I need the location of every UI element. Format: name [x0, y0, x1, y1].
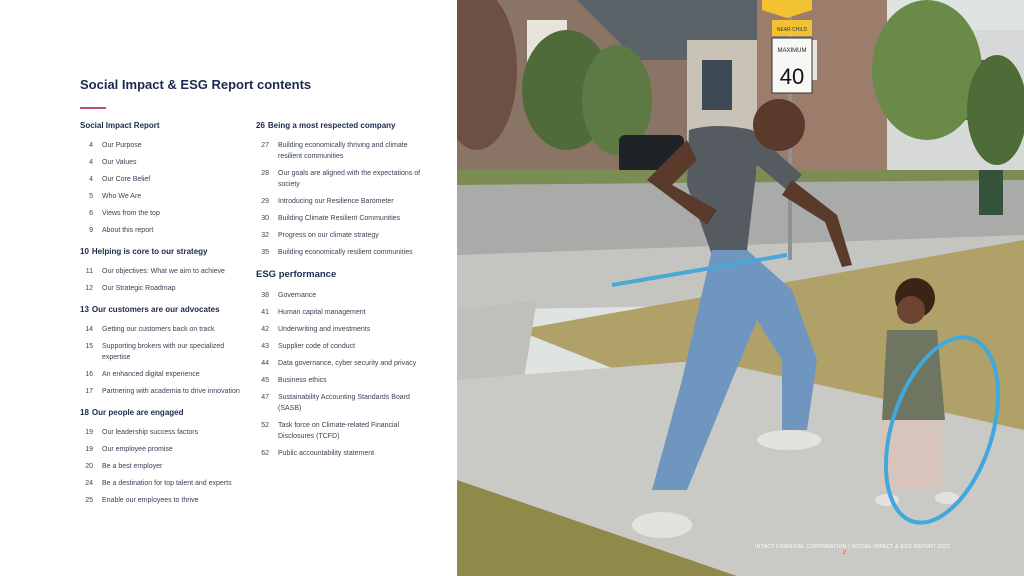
- section-heading[interactable]: 18 Our people are engaged: [80, 408, 184, 417]
- contents-column-2: [256, 122, 426, 465]
- entry-title: Enable our employees to thrive: [102, 497, 199, 504]
- contents-entry[interactable]: [256, 307, 426, 318]
- page-number: 2: [843, 550, 847, 556]
- contents-entry[interactable]: [256, 247, 426, 258]
- contents-entry[interactable]: [256, 375, 426, 386]
- contents-entry[interactable]: [80, 225, 245, 236]
- entry-page-number: 9: [89, 227, 93, 234]
- contents-entry[interactable]: [256, 213, 426, 224]
- entry-title: Our Strategic Roadmap: [102, 285, 176, 292]
- contents-entry[interactable]: [256, 358, 426, 369]
- page-title: Social Impact & ESG Report contents: [80, 77, 312, 92]
- entry-page-number: 45: [261, 376, 269, 384]
- entry-page-number: 12: [85, 285, 93, 292]
- entry-title: Public accountability statement: [278, 449, 375, 457]
- entry-page-number: 4: [89, 176, 93, 183]
- entry-title: Our objectives: What we aim to achieve: [102, 268, 225, 275]
- entry-page-number: 44: [261, 359, 269, 367]
- footer-report: SOCIAL IMPACT & ESG REPORT 2022: [851, 544, 951, 550]
- contents-entry[interactable]: [80, 191, 245, 202]
- sign-max-text: MAXIMUM: [777, 48, 807, 54]
- contents-entry[interactable]: [80, 461, 245, 472]
- entry-page-number: 38: [261, 291, 269, 299]
- entry-title: An enhanced digital experience: [102, 371, 200, 378]
- entry-page-number: 17: [85, 388, 93, 395]
- contents-entry[interactable]: [80, 386, 245, 397]
- section-heading[interactable]: 26 Being a most respected company: [256, 121, 396, 130]
- entry-title: Partnering with academia to drive innovation: [102, 388, 240, 395]
- contents-entry[interactable]: [80, 341, 245, 363]
- entry-title: Supporting brokers with our specialized expertise: [102, 343, 225, 361]
- contents-entry[interactable]: [256, 341, 426, 352]
- contents-entry[interactable]: [80, 495, 245, 506]
- entry-title: Building economically resilient communities: [278, 249, 413, 256]
- entry-page-number: 5: [89, 193, 93, 200]
- entry-title: Our Core Belief: [102, 176, 151, 183]
- entry-page-number: 35: [261, 249, 269, 256]
- entry-title: Data governance, cyber security and privacy: [278, 359, 417, 367]
- contents-column-1: [80, 122, 245, 512]
- entry-title: Building Climate Resilient Communities: [278, 215, 401, 222]
- contents-entry[interactable]: [80, 444, 245, 455]
- entry-page-number: 19: [85, 446, 93, 453]
- entry-page-number: 20: [85, 463, 93, 470]
- entry-title: Getting our customers back on track: [102, 326, 215, 333]
- entry-page-number: 41: [261, 308, 269, 316]
- title-underline: [80, 107, 106, 109]
- entry-page-number: 47: [261, 393, 269, 401]
- entry-page-number: 4: [89, 142, 93, 149]
- entry-title: Business ethics: [278, 376, 327, 384]
- entry-title: Be a destination for top talent and experts: [102, 480, 232, 487]
- contents-entry[interactable]: [80, 478, 245, 489]
- entry-page-number: 43: [261, 342, 269, 350]
- entry-title: Who We Are: [102, 193, 142, 200]
- contents-entry[interactable]: [256, 140, 426, 162]
- entry-page-number: 32: [261, 232, 269, 239]
- entry-title: Our goals are aligned with the expectations of society: [278, 170, 421, 188]
- contents-entry[interactable]: [256, 392, 426, 414]
- entry-title: Underwriting and investments: [278, 325, 371, 333]
- entry-page-number: 16: [85, 371, 93, 378]
- entry-page-number: 14: [85, 326, 93, 333]
- contents-entry[interactable]: [256, 230, 426, 241]
- entry-page-number: 4: [89, 159, 93, 166]
- contents-entry[interactable]: [80, 157, 245, 168]
- entry-title: Our leadership success factors: [102, 429, 199, 436]
- entry-title: Be a best employer: [102, 463, 163, 470]
- contents-entry[interactable]: [80, 208, 245, 219]
- contents-entry[interactable]: [80, 174, 245, 185]
- contents-panel: [0, 0, 457, 576]
- entry-page-number: 29: [261, 198, 269, 205]
- contents-entry[interactable]: [80, 140, 245, 151]
- contents-entry[interactable]: [80, 324, 245, 335]
- entry-title: Supplier code of conduct: [278, 342, 356, 350]
- contents-entry[interactable]: [80, 427, 245, 438]
- section-heading[interactable]: 10 Helping is core to our strategy: [80, 247, 208, 256]
- footer-org: INTACT FINANCIAL CORPORATION: [755, 544, 847, 550]
- contents-entry[interactable]: [256, 420, 426, 442]
- entry-title: Sustainability Accounting Standards Board (SASB): [278, 393, 410, 412]
- entry-page-number: 25: [85, 497, 93, 504]
- sign-speed-text: 40: [779, 64, 805, 89]
- contents-entry[interactable]: [80, 283, 245, 294]
- contents-entry[interactable]: [256, 448, 426, 459]
- entry-page-number: 42: [261, 325, 269, 333]
- contents-entry[interactable]: [80, 266, 245, 277]
- entry-title: Task force on Climate-related Financial Disclosures (TCFD): [278, 421, 399, 440]
- section-heading[interactable]: Social Impact Report: [80, 121, 160, 130]
- entry-title: About this report: [102, 227, 154, 234]
- page-footer: [755, 544, 1024, 556]
- entry-title: Introducing our Resilience Barometer: [278, 198, 394, 205]
- entry-title: Views from the top: [102, 210, 160, 217]
- entry-page-number: 15: [85, 343, 93, 350]
- footer-separator: |: [848, 544, 850, 550]
- contents-entry[interactable]: [256, 196, 426, 207]
- section-heading[interactable]: ESG performance: [256, 269, 337, 280]
- entry-page-number: 30: [261, 215, 269, 222]
- entry-title: Building economically thriving and climate resilient communities: [278, 142, 408, 160]
- contents-entry[interactable]: [256, 290, 426, 301]
- entry-title: Our Values: [102, 159, 137, 166]
- entry-page-number: 11: [85, 268, 93, 275]
- sign-top-text: NEAR CHILD: [776, 27, 808, 33]
- entry-title: Human capital management: [278, 308, 366, 316]
- entry-title: Governance: [278, 291, 317, 299]
- contents-entry[interactable]: [80, 369, 245, 380]
- entry-title: Progress on our climate strategy: [278, 232, 379, 239]
- entry-page-number: 52: [261, 421, 269, 429]
- entry-page-number: 6: [89, 210, 93, 217]
- entry-page-number: 24: [85, 480, 93, 487]
- entry-page-number: 19: [85, 429, 93, 436]
- entry-title: Our Purpose: [102, 142, 142, 149]
- section-heading[interactable]: 13 Our customers are our advocates: [80, 305, 220, 314]
- contents-entry[interactable]: [256, 324, 426, 335]
- contents-entry[interactable]: [256, 168, 426, 190]
- entry-page-number: 27: [261, 142, 269, 149]
- entry-page-number: 28: [261, 170, 269, 177]
- cover-photo: [457, 0, 1024, 576]
- entry-page-number: 62: [261, 449, 269, 457]
- entry-title: Our employee promise: [102, 446, 173, 453]
